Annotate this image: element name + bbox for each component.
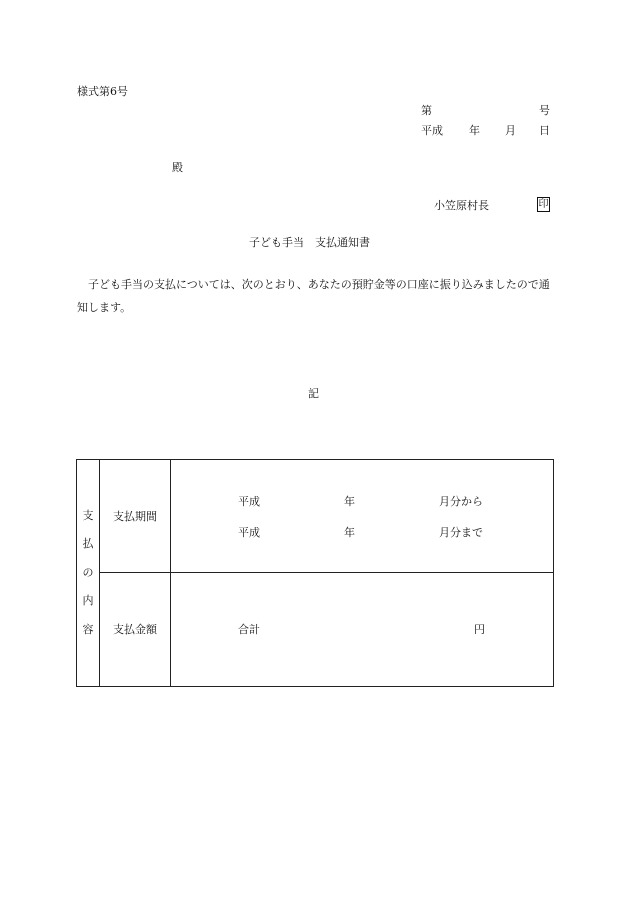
period-to-year: 年 (344, 526, 355, 539)
payment-details-table (76, 459, 554, 687)
date-year-label: 年 (469, 124, 480, 137)
total-label: 合計 (238, 623, 260, 636)
date-day-label: 日 (539, 124, 550, 137)
document-title: 子ども手当 支払通知書 (249, 236, 370, 249)
vertical-char: 支 (82, 508, 94, 522)
date-month-label: 月 (505, 124, 516, 137)
issuer-name: 小笠原村長 (434, 199, 489, 212)
table-row (77, 460, 554, 573)
period-from-era: 平成 (238, 495, 260, 508)
vertical-char: 内 (82, 594, 94, 608)
date-era: 平成 (421, 124, 443, 137)
seal-mark: 印 (538, 198, 549, 210)
period-from-suffix: 月分から (439, 495, 483, 508)
period-to-suffix: 月分まで (439, 526, 483, 539)
vertical-label (77, 460, 100, 687)
payment-amount-label: 支払金額 (100, 573, 171, 687)
form-number: 様式第6号 (77, 85, 128, 98)
period-from-year: 年 (344, 495, 355, 508)
vertical-char: 払 (82, 537, 94, 551)
payment-amount-cell (171, 573, 554, 687)
table-row (77, 573, 554, 687)
document-number-prefix: 第 (421, 104, 432, 117)
document-number-suffix: 号 (539, 104, 550, 117)
payment-period-label: 支払期間 (100, 460, 171, 573)
ki-label: 記 (308, 387, 319, 400)
vertical-char: の (82, 565, 94, 579)
recipient-suffix: 殿 (172, 161, 183, 174)
payment-period-cell (171, 460, 554, 573)
seal-box (537, 197, 550, 212)
body-text: 子ども手当の支払については、次のとおり、あなたの預貯金等の口座に振り込みましたので通知します。 (77, 278, 550, 314)
period-to-era: 平成 (238, 526, 260, 539)
vertical-char: 容 (82, 622, 94, 636)
currency-label: 円 (474, 623, 485, 636)
